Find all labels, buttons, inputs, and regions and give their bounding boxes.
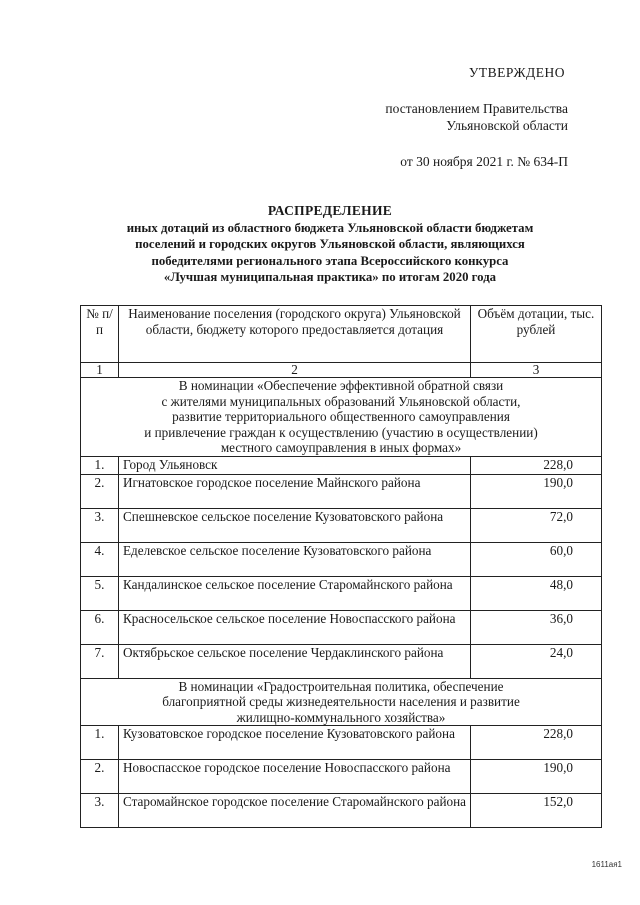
header-num: № п/п bbox=[81, 306, 119, 363]
nomination-2-text bbox=[81, 678, 602, 726]
decree-line-1: постановлением Правительства bbox=[385, 101, 568, 116]
row-num: 2. bbox=[81, 760, 119, 794]
index-cell: 1 bbox=[81, 363, 119, 378]
approved-label: УТВЕРЖДЕНО bbox=[468, 65, 565, 80]
row-num: 3. bbox=[81, 508, 119, 542]
document-title bbox=[80, 203, 580, 286]
header-name: Наименование поселения (городского округа) Ульяновской области, бюджету которого предоставляется дотация bbox=[119, 306, 471, 363]
row-num: 7. bbox=[81, 644, 119, 678]
nomination-line: В номинации «Обеспечение эффективной обратной связи bbox=[178, 378, 504, 393]
nomination-line: с жителями муниципальных образований Ульяновской области, bbox=[161, 393, 521, 409]
index-cell: 3 bbox=[471, 363, 602, 378]
row-name: Кандалинское сельское поселение Старомайнского района bbox=[119, 576, 471, 610]
row-amount: 190,0 bbox=[471, 474, 602, 508]
row-amount: 228,0 bbox=[471, 456, 602, 474]
row-name: Старомайнское городское поселение Старомайнского района bbox=[119, 794, 471, 828]
decree-line-2: Ульяновской области bbox=[446, 118, 568, 133]
nomination-line: развитие территориального общественного самоуправления bbox=[172, 409, 510, 424]
table-row bbox=[81, 576, 602, 610]
row-name: Игнатовское городское поселение Майнского района bbox=[119, 474, 471, 508]
row-name: Город Ульяновск bbox=[119, 456, 471, 474]
table-row bbox=[81, 610, 602, 644]
nomination-row bbox=[81, 678, 602, 726]
title-line: победителями регионального этапа Всероссийского конкурса bbox=[151, 253, 509, 268]
title-line: поселений и городских округов Ульяновской области, являющихся bbox=[135, 237, 525, 252]
table-row bbox=[81, 508, 602, 542]
row-name: Октябрьское сельское поселение Чердаклинского района bbox=[119, 644, 471, 678]
table-index-row bbox=[81, 363, 602, 378]
title-line: иных дотаций из областного бюджета Ульяновской области бюджетам bbox=[126, 220, 534, 235]
nomination-line: благоприятной среды жизнедеятельности населения и развитие bbox=[162, 694, 520, 709]
header-amount: Объём дотации, тыс. рублей bbox=[471, 306, 602, 363]
row-name: Красносельское сельское поселение Новоспасского района bbox=[119, 610, 471, 644]
row-amount: 228,0 bbox=[471, 726, 602, 760]
row-num: 2. bbox=[81, 474, 119, 508]
table-row bbox=[81, 644, 602, 678]
nomination-line: жилищно-коммунального хозяйства» bbox=[236, 709, 446, 725]
row-num: 3. bbox=[81, 794, 119, 828]
row-num: 1. bbox=[81, 456, 119, 474]
table-row bbox=[81, 456, 602, 474]
row-name: Кузоватовское городское поселение Кузоватовского района bbox=[119, 726, 471, 760]
row-amount: 152,0 bbox=[471, 794, 602, 828]
table-row bbox=[81, 760, 602, 794]
row-amount: 60,0 bbox=[471, 542, 602, 576]
row-amount: 48,0 bbox=[471, 576, 602, 610]
row-num: 6. bbox=[81, 610, 119, 644]
nomination-row bbox=[81, 378, 602, 457]
row-num: 4. bbox=[81, 542, 119, 576]
footer-code: 1611ая1 bbox=[591, 860, 622, 869]
nomination-line: и привлечение граждан к осуществлению (участию в осуществлении) bbox=[144, 424, 538, 440]
row-amount: 36,0 bbox=[471, 610, 602, 644]
nomination-line: В номинации «Градостроительная политика, обеспечение bbox=[178, 678, 504, 694]
table-row bbox=[81, 794, 602, 828]
row-amount: 190,0 bbox=[471, 760, 602, 794]
row-name: Спешневское сельское поселение Кузоватовского района bbox=[119, 508, 471, 542]
table-row bbox=[81, 542, 602, 576]
distribution-table bbox=[80, 305, 602, 828]
title-heading: РАСПРЕДЕЛЕНИЕ bbox=[267, 203, 393, 218]
row-name: Новоспасское городское поселение Новоспасского района bbox=[119, 760, 471, 794]
row-num: 5. bbox=[81, 576, 119, 610]
table-row bbox=[81, 726, 602, 760]
row-amount: 24,0 bbox=[471, 644, 602, 678]
nomination-1-text bbox=[81, 378, 602, 457]
row-amount: 72,0 bbox=[471, 508, 602, 542]
row-num: 1. bbox=[81, 726, 119, 760]
title-line: «Лучшая муниципальная практика» по итогам 2020 года bbox=[163, 270, 497, 285]
table-row bbox=[81, 474, 602, 508]
index-cell: 2 bbox=[119, 363, 471, 378]
decree-line-3: от 30 ноября 2021 г. № 634-П bbox=[400, 154, 568, 169]
table-header-row bbox=[81, 306, 602, 363]
row-name: Еделевское сельское поселение Кузоватовского района bbox=[119, 542, 471, 576]
nomination-line: местного самоуправления в иных формах» bbox=[220, 440, 462, 455]
